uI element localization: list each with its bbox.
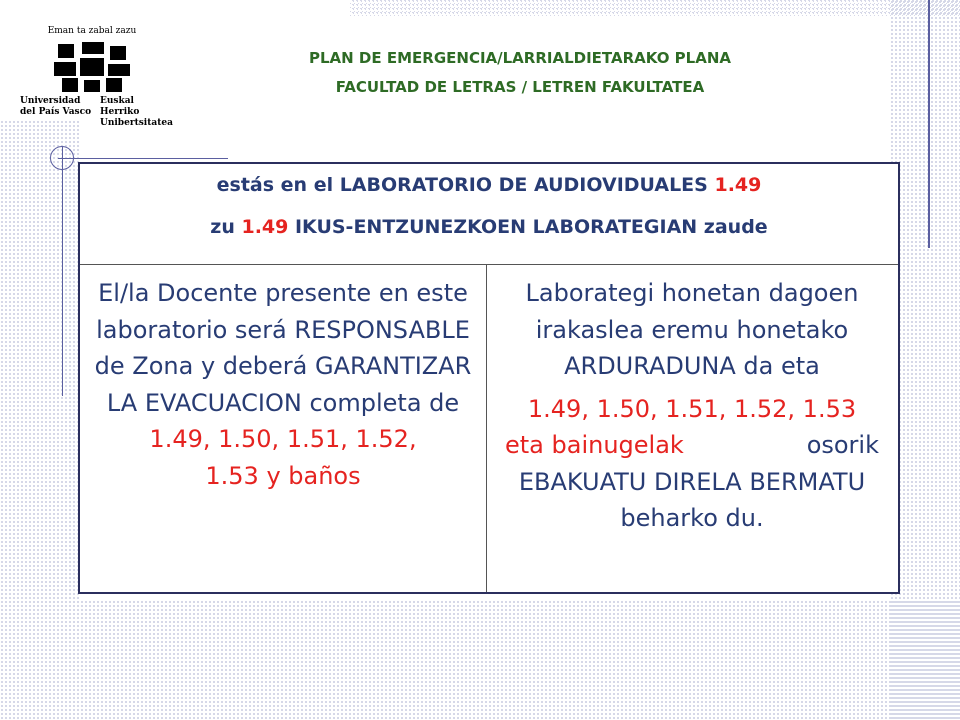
logo-text-spanish	[20, 96, 91, 118]
logo-text-basque	[100, 96, 173, 129]
banner-text: IKUS-ENTZUNEZKOEN LABORATEGIAN zaude	[288, 216, 768, 238]
decorative-horizontal-line	[58, 158, 228, 159]
logo-motto: Eman ta zabal zazu	[47, 26, 137, 36]
instruction-text: El/la Docente presente en este laboratorio será RESPONSABLE de Zona y deberá GARANTIZAR LA EVACUACION completa de	[94, 279, 472, 417]
header-plan-title: PLAN DE EMERGENCIA/LARRIALDIETARAKO PLANA	[309, 49, 731, 67]
header-faculty-title: FACULTAD DE LETRAS / LETREN FAKULTATEA	[335, 78, 705, 96]
instruction-columns	[80, 265, 898, 592]
banner-line-basque	[80, 216, 898, 238]
location-banner	[80, 164, 898, 265]
instruction-basque	[487, 265, 897, 592]
baths-line	[487, 427, 897, 464]
notice-table	[78, 162, 900, 594]
instruction-text: Laborategi honetan dagoen irakaslea eremu honetako ARDURADUNA da eta	[525, 279, 859, 380]
dotted-backdrop-top	[350, 0, 960, 16]
decorative-vertical-rule	[62, 146, 63, 396]
room-list: 1.53 y baños	[205, 461, 361, 490]
university-emblem-icon	[52, 40, 132, 94]
room-number: 1.49	[714, 174, 762, 196]
banner-text: estás en el LABORATORIO DE AUDIOVIDUALES	[216, 174, 715, 196]
room-number: 1.49	[241, 216, 289, 238]
baths-label: eta bainugelak	[505, 431, 684, 459]
university-logo	[14, 26, 173, 128]
decorative-vertical-line	[928, 0, 930, 248]
logo-line: Universidad	[20, 96, 81, 106]
crosshair-ornament	[50, 146, 74, 170]
dotted-backdrop-bottom	[0, 600, 960, 720]
room-list: 1.49, 1.50, 1.51, 1.52, 1.53	[527, 394, 857, 423]
banner-line-spanish	[80, 174, 898, 196]
logo-line: Unibertsitatea	[100, 118, 173, 128]
logo-line: del País Vasco	[20, 107, 92, 117]
document-header	[190, 44, 850, 102]
instruction-spanish	[80, 265, 487, 592]
logo-line: Euskal Herriko	[100, 96, 140, 117]
instruction-closing: EBAKUATU DIRELA BERMATU beharko du.	[518, 467, 866, 532]
banner-text: zu	[210, 216, 242, 238]
osorik-word: osorik	[806, 431, 879, 459]
room-list: 1.49, 1.50, 1.51, 1.52,	[149, 425, 417, 453]
